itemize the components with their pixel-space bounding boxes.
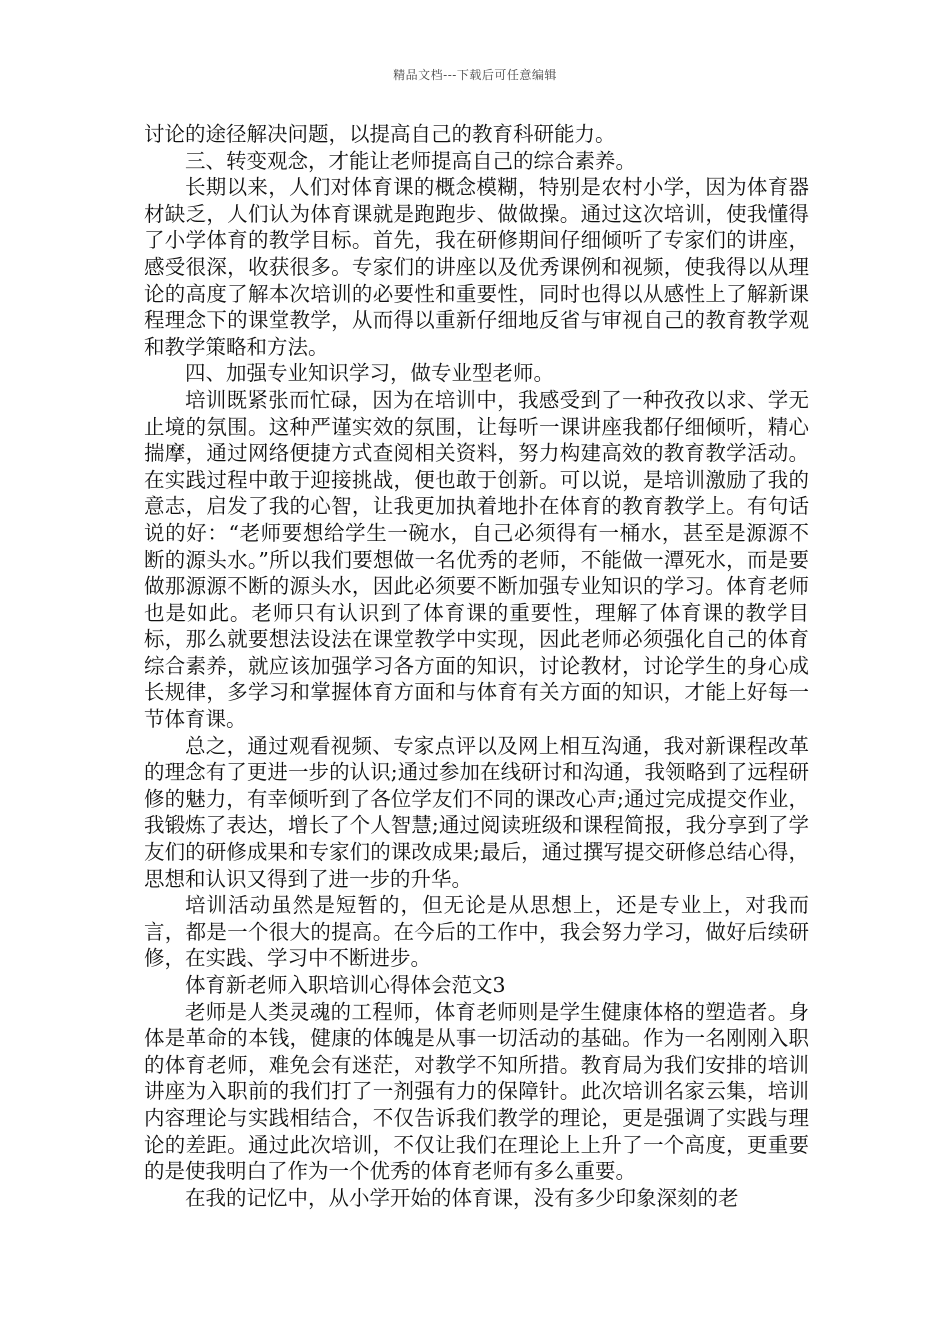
paragraph: 培训既紧张而忙碌，因为在培训中，我感受到了一种孜孜以求、学无止境的氛围。这种严谨实效的氛围，让每听一课讲座我都仔细倾听，精心揣摩，通过网络便捷方式查阅相关资料，努力构建高效的教育教学活动。在实践过程中敢于迎接挑战，便也敢于创新。可以说，是培训激励了我的意志，启发了我的心智，让我更加执着地扑在体育的教育教学上。有句话说的好：“老师要想给学生一碗水，自己必须得有一桶水，甚至是源源不断的源头水。”所以我们要想做一名优秀的老师，不能做一潭死水，而是要做那源源不断的源头水，因此必须要不断加强专业知识的学习。体育老师也是如此。老师只有认识到了体育课的重要性，理解了体育课的教学目标，那么就要想法设法在课堂教学中实现，因此老师必须强化自己的体育综合素养，就应该加强学习各方面的知识，讨论教材，讨论学生的身心成长规律，多学习和掌握体育方面和与体育有关方面的知识，才能上好每一节体育课。 <box>144 387 809 732</box>
paragraph: 在我的记忆中，从小学开始的体育课，没有多少印象深刻的老 <box>185 1185 739 1210</box>
paragraph: 老师是人类灵魂的工程师，体育老师则是学生健康体格的塑造者。身体是革命的本钱，健康的体魄是从事一切活动的基础。作为一名刚刚入职的体育老师，难免会有迷茫，对教学不知所措。教育局为我们安排的培训讲座为入职前的我们打了一剂强有力的保障针。此次培训名家云集，培训内容理论与实践相结合，不仅告诉我们教学的理论，更是强调了实践与理论的差距。通过此次培训，不仅让我们在理论上上升了一个高度，更重要的是使我明白了作为一个优秀的体育老师有多么重要。 <box>144 999 809 1184</box>
paragraph: 讨论的途径解决问题，以提高自己的教育科研能力。 <box>144 122 616 146</box>
section-heading: 三、转变观念，才能让老师提高自己的综合素养。 <box>185 148 636 173</box>
paragraph: 培训活动虽然是短暂的，但无论是从思想上，还是专业上，对我而言，都是一个很大的提高。在今后的工作中，我会努力学习，做好后续研修，在实践、学习中不断进步。 <box>144 893 809 971</box>
paragraph: 长期以来，人们对体育课的概念模糊，特别是农村小学，因为体育器材缺乏，人们认为体育课就是跑跑步、做做操。通过这次培训，使我懂得了小学体育的教学目标。首先，我在研修期间仔细倾听了专家们的讲座，感受很深，收获很多。专家们的讲座以及优秀课例和视频，使我得以从理论的高度了解本次培训的必要性和重要性，同时也得以从感性上了解新课程理念下的课堂教学，从而得以重新仔细地反省与审视自己的教育教学观和教学策略和方法。 <box>144 175 809 359</box>
paragraph: 总之，通过观看视频、专家点评以及网上相互沟通，我对新课程改革的理念有了更进一步的认识;通过参加在线研讨和沟通，我领略到了远程研修的魅力，有幸倾听到了各位学友们不同的课改心声;通过完成提交作业，我锻炼了表达，增长了个人智慧;通过阅读班级和课程简报，我分享到了学友们的研修成果和专家们的课改成果;最后，通过撰写提交研修总结心得，思想和认识又得到了进一步的升华。 <box>144 733 809 891</box>
section-heading: 四、加强专业知识学习，做专业型老师。 <box>185 361 554 386</box>
page-header: 精品文档---下载后可任意编辑 <box>393 68 557 82</box>
document-body <box>144 121 809 1211</box>
article-title: 体育新老师入职培训心得体会范文3 <box>185 973 506 997</box>
